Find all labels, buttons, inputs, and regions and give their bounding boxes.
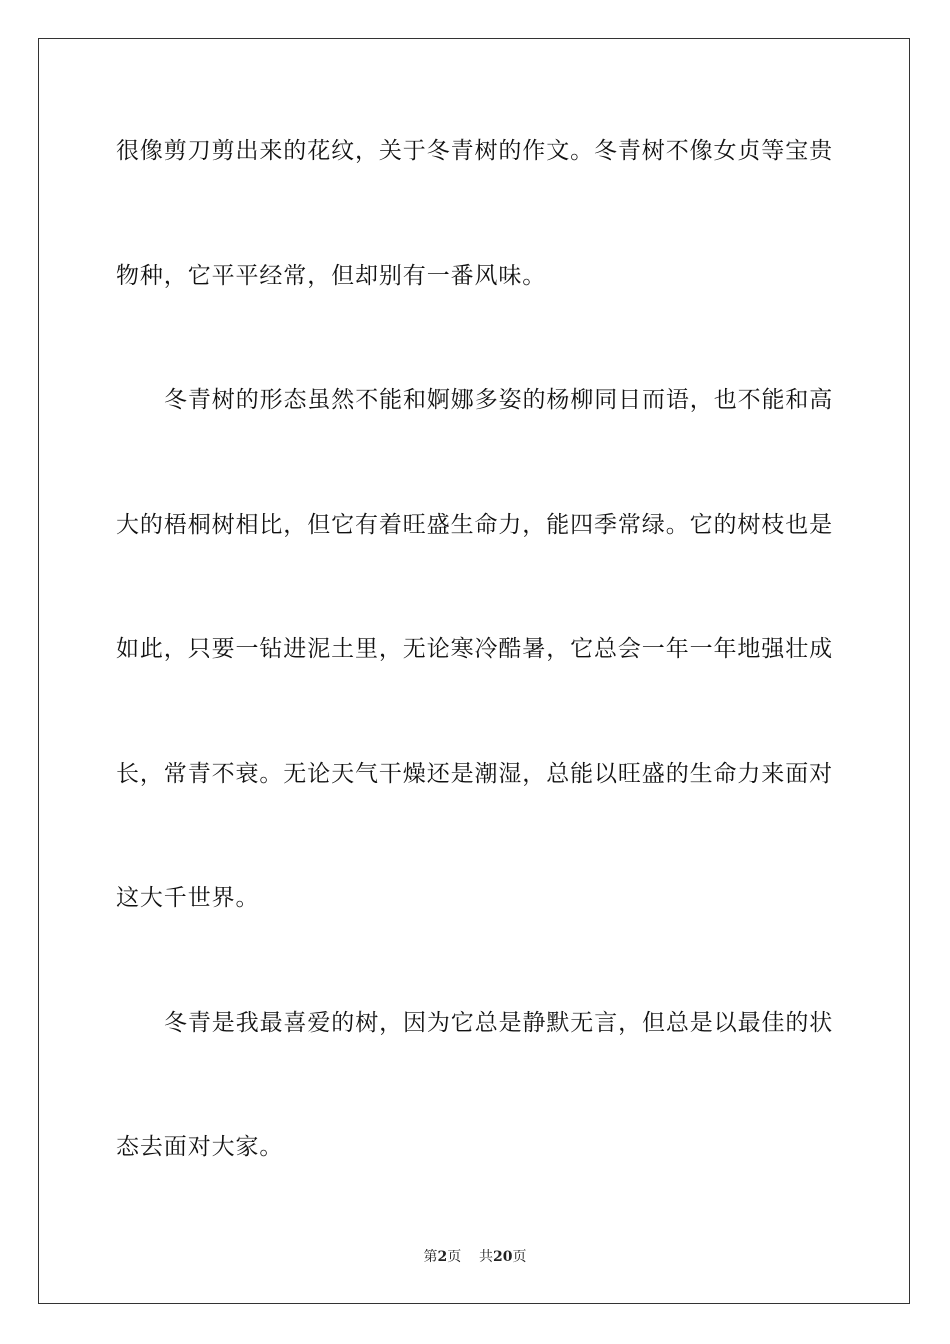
total-prefix: 共 bbox=[479, 1249, 494, 1265]
text-line-1: 很像剪刀剪出来的花纹，关于冬青树的作文。冬青树不像女贞等宝贵 bbox=[116, 138, 833, 164]
page-footer bbox=[0, 1246, 950, 1266]
text-line-8: 冬青是我最喜爱的树，因为它总是静默无言，但总是以最佳的状 bbox=[164, 1010, 834, 1036]
text-line-9: 态去面对大家。 bbox=[116, 1134, 284, 1160]
page-border bbox=[38, 38, 910, 1304]
total-pages: 20 bbox=[493, 1249, 513, 1265]
text-line-2: 物种，它平平经常，但却别有一番风味。 bbox=[116, 263, 547, 289]
text-line-7: 这大千世界。 bbox=[116, 885, 260, 911]
page-suffix: 页 bbox=[447, 1249, 462, 1265]
text-line-5: 如此，只要一钻进泥土里，无论寒冷酷暑，它总会一年一年地强壮成 bbox=[116, 636, 833, 662]
page-number: 2 bbox=[437, 1249, 448, 1265]
total-suffix: 页 bbox=[512, 1249, 527, 1265]
text-line-3: 冬青树的形态虽然不能和婀娜多姿的杨柳同日而语，也不能和高 bbox=[164, 387, 834, 413]
text-line-6: 长，常青不衰。无论天气干燥还是潮湿，总能以旺盛的生命力来面对 bbox=[116, 761, 833, 787]
page-prefix: 第 bbox=[423, 1249, 438, 1265]
text-line-4: 大的梧桐树相比，但它有着旺盛生命力，能四季常绿。它的树枝也是 bbox=[116, 512, 833, 538]
